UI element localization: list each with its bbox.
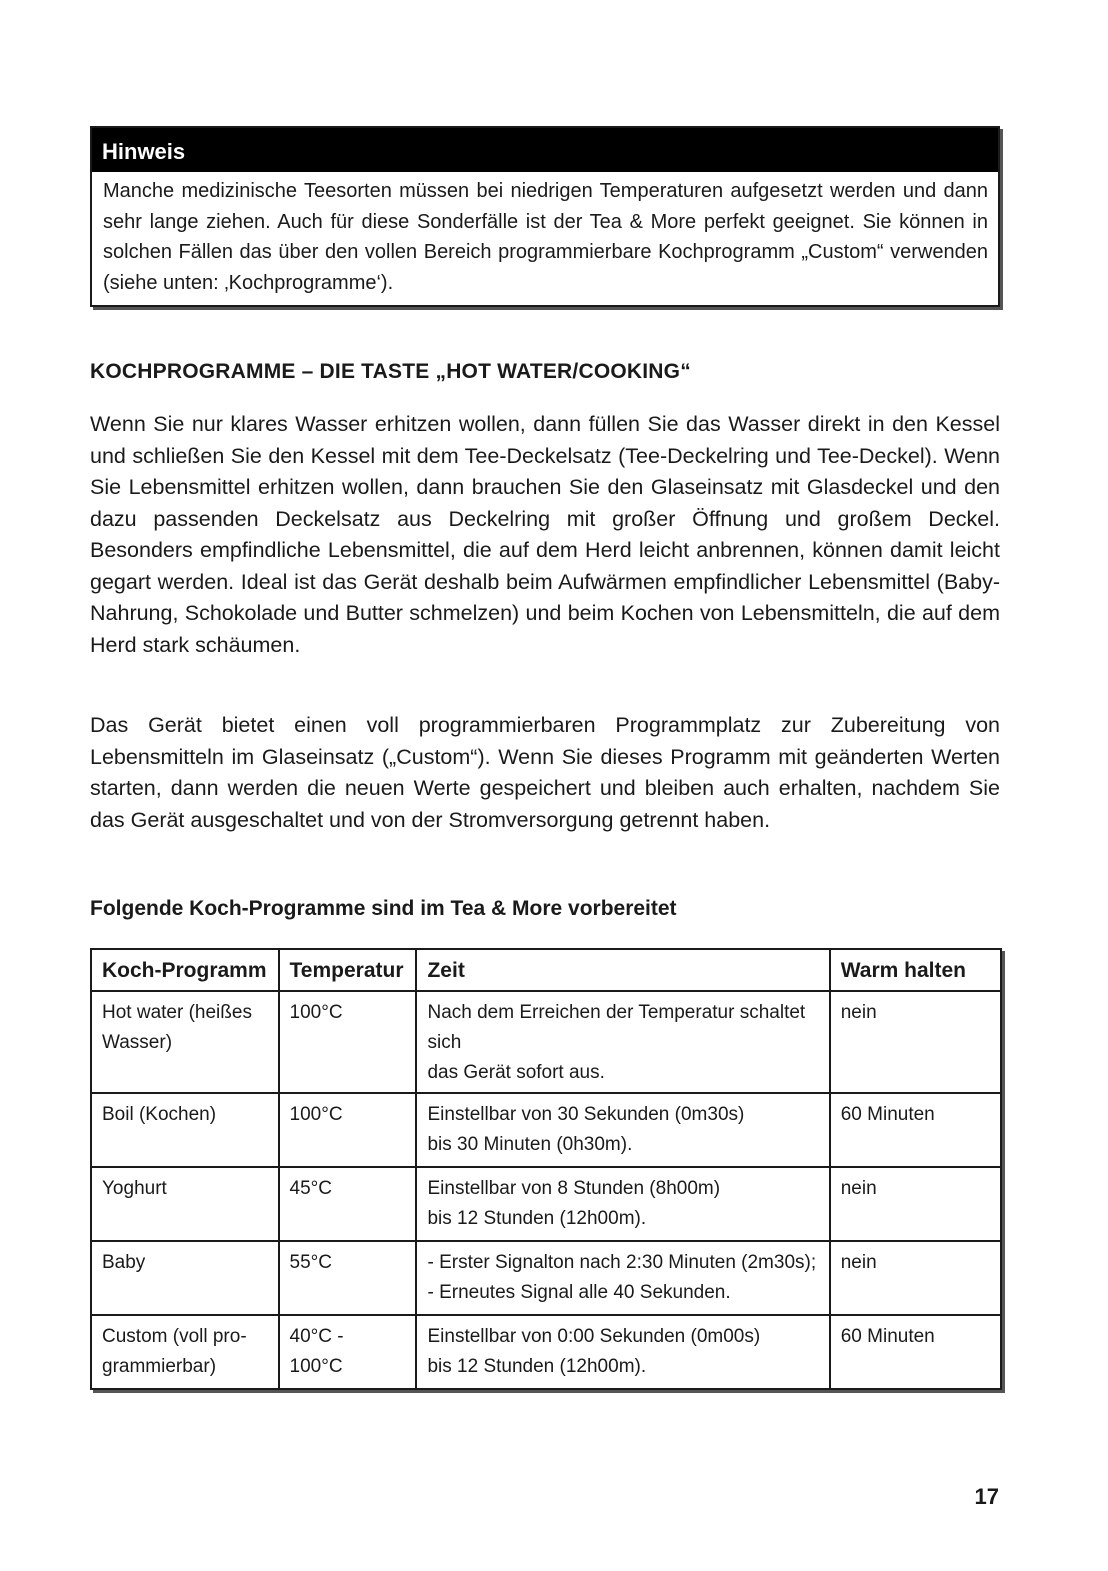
note-title: Hinweis xyxy=(92,128,998,172)
cell-program: Boil (Kochen) xyxy=(91,1093,279,1167)
cell-time: Einstellbar von 30 Sekunden (0m30s) bis 30 Minuten (0h30m). xyxy=(416,1093,829,1167)
table-heading: Folgende Koch-Programme sind im Tea & More vorbereitet xyxy=(90,897,677,920)
note-box xyxy=(90,126,1000,307)
cell-keep-warm: nein xyxy=(830,1241,1001,1315)
cell-time: - Erster Signalton nach 2:30 Minuten (2m30s); - Erneutes Signal alle 40 Sekunden. xyxy=(416,1241,829,1315)
section-heading: KOCHPROGRAMME – DIE TASTE „HOT WATER/COOKING“ xyxy=(90,360,691,383)
table-row xyxy=(91,1167,1001,1241)
cell-keep-warm: 60 Minuten xyxy=(830,1093,1001,1167)
cell-temperature: 100°C xyxy=(279,991,417,1093)
cell-keep-warm: nein xyxy=(830,991,1001,1093)
table-row xyxy=(91,1241,1001,1315)
paragraph-intro: Wenn Sie nur klares Wasser erhitzen wollen, dann füllen Sie das Wasser direkt in den Kessel und schließen Sie den Kessel mit dem Tee-Deckelsatz (Tee-Deckelring und Tee-Deckel). Wenn Sie Lebensmittel erhitzen wollen, dann brauchen Sie den Glaseinsatz mit Glasdeckel und den dazu passenden Deckelsatz aus Deckelring mit großer Öffnung und großem Deckel. Besonders empfindliche Lebensmittel, die auf dem Herd leicht anbrennen, können damit leicht gegart werden. Ideal ist das Gerät deshalb beim Aufwärmen empfindlicher Lebensmittel (Baby-Nahrung, Schokolade und Butter schmelzen) und beim Kochen von Lebensmitteln, die auf dem Herd stark schäumen. xyxy=(90,412,1000,657)
cell-keep-warm: nein xyxy=(830,1167,1001,1241)
header-time: Zeit xyxy=(416,949,829,991)
cell-program: Baby xyxy=(91,1241,279,1315)
table-row xyxy=(91,1315,1001,1389)
table-row xyxy=(91,991,1001,1093)
cell-temperature: 55°C xyxy=(279,1241,417,1315)
header-program: Koch-Programm xyxy=(91,949,279,991)
cell-temperature: 45°C xyxy=(279,1167,417,1241)
paragraph-custom: Das Gerät bietet einen voll programmierbaren Programmplatz zur Zubereitung von Lebensmitteln im Glaseinsatz („Custom“). Wenn Sie dieses Programm mit geänderten Werten starten, dann werden die neuen Werte gespeichert und bleiben auch erhalten, nachdem Sie das Gerät ausgeschaltet und von der Stromversorgung getrennt haben. xyxy=(90,713,1000,832)
cell-keep-warm: 60 Minuten xyxy=(830,1315,1001,1389)
cell-program: Yoghurt xyxy=(91,1167,279,1241)
cell-program: Hot water (heißes Wasser) xyxy=(91,991,279,1093)
cell-program: Custom (voll pro- grammierbar) xyxy=(91,1315,279,1389)
cell-temperature: 40°C - 100°C xyxy=(279,1315,417,1389)
cell-temperature: 100°C xyxy=(279,1093,417,1167)
cell-time: Nach dem Erreichen der Temperatur schaltet sich das Gerät sofort aus. xyxy=(416,991,829,1093)
cooking-programs-table xyxy=(90,948,1002,1390)
note-text: Manche medizinische Teesorten müssen bei niedrigen Temperaturen aufgesetzt werden und dann sehr lange ziehen. Auch für diese Sonderfälle ist der Tea & More perfekt geeignet. Sie können in solchen Fällen das über den vollen Bereich programmierbare Kochprogramm „Custom“ verwenden (siehe unten: ‚Kochprogramme‘). xyxy=(103,180,988,294)
table-row xyxy=(91,1093,1001,1167)
cell-time: Einstellbar von 8 Stunden (8h00m) bis 12 Stunden (12h00m). xyxy=(416,1167,829,1241)
cell-time: Einstellbar von 0:00 Sekunden (0m00s) bis 12 Stunden (12h00m). xyxy=(416,1315,829,1389)
table-header-row xyxy=(91,949,1001,991)
page-number: 17 xyxy=(974,1484,999,1509)
header-keep-warm: Warm halten xyxy=(830,949,1001,991)
header-temperature: Temperatur xyxy=(279,949,417,991)
